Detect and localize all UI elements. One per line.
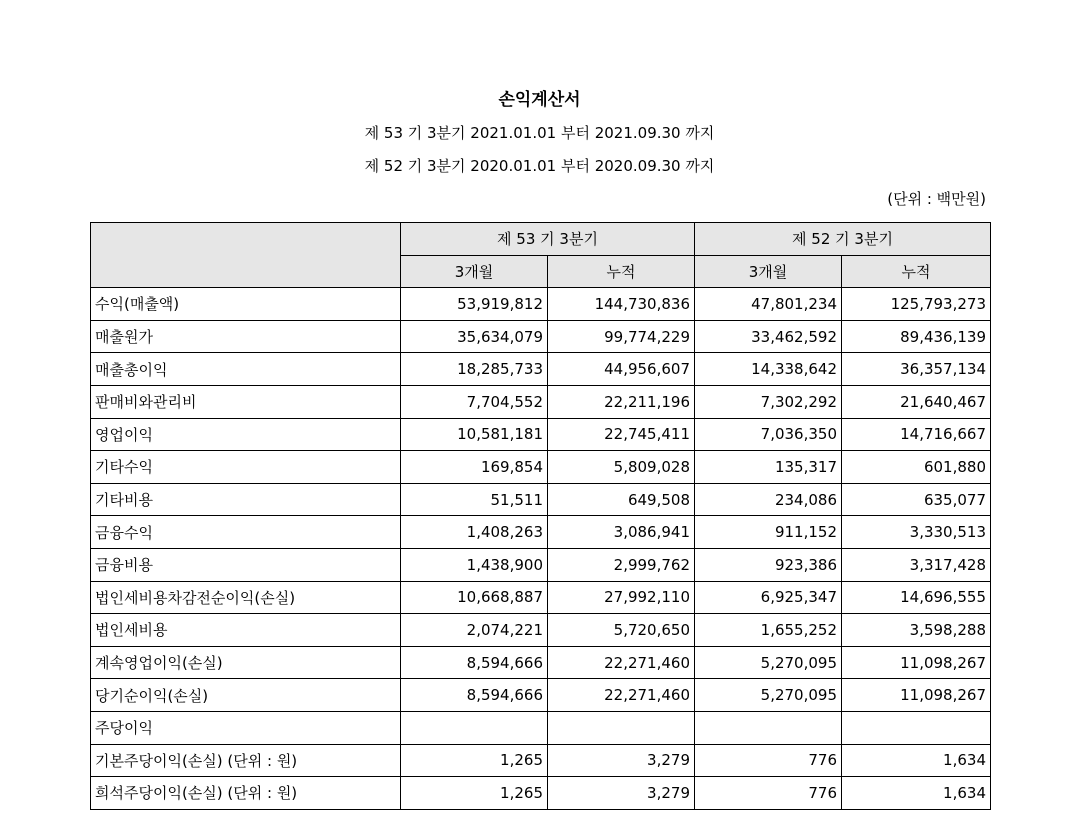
value-cell: 36,357,134 — [842, 353, 991, 386]
value-cell: 1,655,252 — [695, 614, 842, 647]
header-group-current: 제 53 기 3분기 — [401, 223, 695, 256]
value-cell: 911,152 — [695, 516, 842, 549]
value-cell: 601,880 — [842, 451, 991, 484]
value-cell — [842, 711, 991, 744]
value-cell: 3,598,288 — [842, 614, 991, 647]
value-cell: 27,992,110 — [548, 581, 695, 614]
subheader-current-3m: 3개월 — [401, 255, 548, 288]
table-row — [91, 320, 991, 353]
table-row — [91, 353, 991, 386]
table-row — [91, 614, 991, 647]
value-cell: 21,640,467 — [842, 385, 991, 418]
value-cell: 7,704,552 — [401, 385, 548, 418]
period-current: 제 53 기 3분기 2021.01.01 부터 2021.09.30 까지 — [364, 124, 715, 142]
value-cell: 99,774,229 — [548, 320, 695, 353]
value-cell: 776 — [695, 777, 842, 810]
row-label: 판매비와관리비 — [91, 385, 401, 418]
value-cell: 3,279 — [548, 744, 695, 777]
statement-title: 손익계산서 — [498, 90, 581, 110]
value-cell: 2,074,221 — [401, 614, 548, 647]
value-cell: 1,634 — [842, 744, 991, 777]
value-cell — [401, 711, 548, 744]
value-cell: 3,279 — [548, 777, 695, 810]
row-label: 계속영업이익(손실) — [91, 646, 401, 679]
header-account-cell — [91, 223, 401, 288]
value-cell: 1,634 — [842, 777, 991, 810]
value-cell: 3,317,428 — [842, 548, 991, 581]
value-cell: 135,317 — [695, 451, 842, 484]
value-cell: 47,801,234 — [695, 288, 842, 321]
row-label: 법인세비용 — [91, 614, 401, 647]
row-label: 주당이익 — [91, 711, 401, 744]
value-cell: 11,098,267 — [842, 679, 991, 712]
value-cell: 22,745,411 — [548, 418, 695, 451]
table-row — [91, 646, 991, 679]
value-cell: 11,098,267 — [842, 646, 991, 679]
value-cell: 923,386 — [695, 548, 842, 581]
subheader-prior-3m: 3개월 — [695, 255, 842, 288]
row-label: 매출원가 — [91, 320, 401, 353]
row-label: 기본주당이익(손실) (단위 : 원) — [91, 744, 401, 777]
value-cell: 14,338,642 — [695, 353, 842, 386]
value-cell: 3,086,941 — [548, 516, 695, 549]
table-row — [91, 711, 991, 744]
value-cell: 125,793,273 — [842, 288, 991, 321]
table-row — [91, 483, 991, 516]
value-cell: 44,956,607 — [548, 353, 695, 386]
value-cell: 14,696,555 — [842, 581, 991, 614]
table-row — [91, 418, 991, 451]
value-cell: 7,302,292 — [695, 385, 842, 418]
value-cell: 234,086 — [695, 483, 842, 516]
value-cell: 5,270,095 — [695, 679, 842, 712]
value-cell: 10,668,887 — [401, 581, 548, 614]
table-row — [91, 777, 991, 810]
value-cell: 649,508 — [548, 483, 695, 516]
value-cell — [695, 711, 842, 744]
value-cell: 6,925,347 — [695, 581, 842, 614]
value-cell: 18,285,733 — [401, 353, 548, 386]
value-cell: 8,594,666 — [401, 646, 548, 679]
table-row — [91, 548, 991, 581]
value-cell: 635,077 — [842, 483, 991, 516]
value-cell: 89,436,139 — [842, 320, 991, 353]
income-statement-table — [90, 222, 991, 810]
row-label: 금융수익 — [91, 516, 401, 549]
table-row — [91, 679, 991, 712]
value-cell: 144,730,836 — [548, 288, 695, 321]
row-label: 당기순이익(손실) — [91, 679, 401, 712]
value-cell: 1,408,263 — [401, 516, 548, 549]
table-row — [91, 744, 991, 777]
value-cell: 51,511 — [401, 483, 548, 516]
row-label: 기타수익 — [91, 451, 401, 484]
subheader-current-cumulative: 누적 — [548, 255, 695, 288]
table-row — [91, 581, 991, 614]
value-cell: 776 — [695, 744, 842, 777]
subheader-prior-cumulative: 누적 — [842, 255, 991, 288]
value-cell: 5,809,028 — [548, 451, 695, 484]
value-cell: 5,270,095 — [695, 646, 842, 679]
row-label: 법인세비용차감전순이익(손실) — [91, 581, 401, 614]
table-row — [91, 385, 991, 418]
row-label: 희석주당이익(손실) (단위 : 원) — [91, 777, 401, 810]
table-row — [91, 451, 991, 484]
row-label: 매출총이익 — [91, 353, 401, 386]
value-cell: 3,330,513 — [842, 516, 991, 549]
row-label: 기타비용 — [91, 483, 401, 516]
value-cell: 35,634,079 — [401, 320, 548, 353]
value-cell: 1,265 — [401, 744, 548, 777]
row-label: 금융비용 — [91, 548, 401, 581]
value-cell: 5,720,650 — [548, 614, 695, 647]
value-cell: 1,438,900 — [401, 548, 548, 581]
value-cell: 2,999,762 — [548, 548, 695, 581]
value-cell: 53,919,812 — [401, 288, 548, 321]
table-row — [91, 516, 991, 549]
value-cell: 22,211,196 — [548, 385, 695, 418]
value-cell: 10,581,181 — [401, 418, 548, 451]
value-cell: 22,271,460 — [548, 679, 695, 712]
value-cell: 8,594,666 — [401, 679, 548, 712]
table-row — [91, 288, 991, 321]
header-group-prior: 제 52 기 3분기 — [695, 223, 991, 256]
value-cell: 33,462,592 — [695, 320, 842, 353]
unit-label: (단위 : 백만원) — [887, 190, 986, 208]
row-label: 영업이익 — [91, 418, 401, 451]
value-cell: 7,036,350 — [695, 418, 842, 451]
value-cell — [548, 711, 695, 744]
value-cell: 169,854 — [401, 451, 548, 484]
value-cell: 14,716,667 — [842, 418, 991, 451]
value-cell: 1,265 — [401, 777, 548, 810]
header-row-groups — [91, 223, 991, 256]
period-prior: 제 52 기 3분기 2020.01.01 부터 2020.09.30 까지 — [364, 157, 715, 175]
row-label: 수익(매출액) — [91, 288, 401, 321]
value-cell: 22,271,460 — [548, 646, 695, 679]
